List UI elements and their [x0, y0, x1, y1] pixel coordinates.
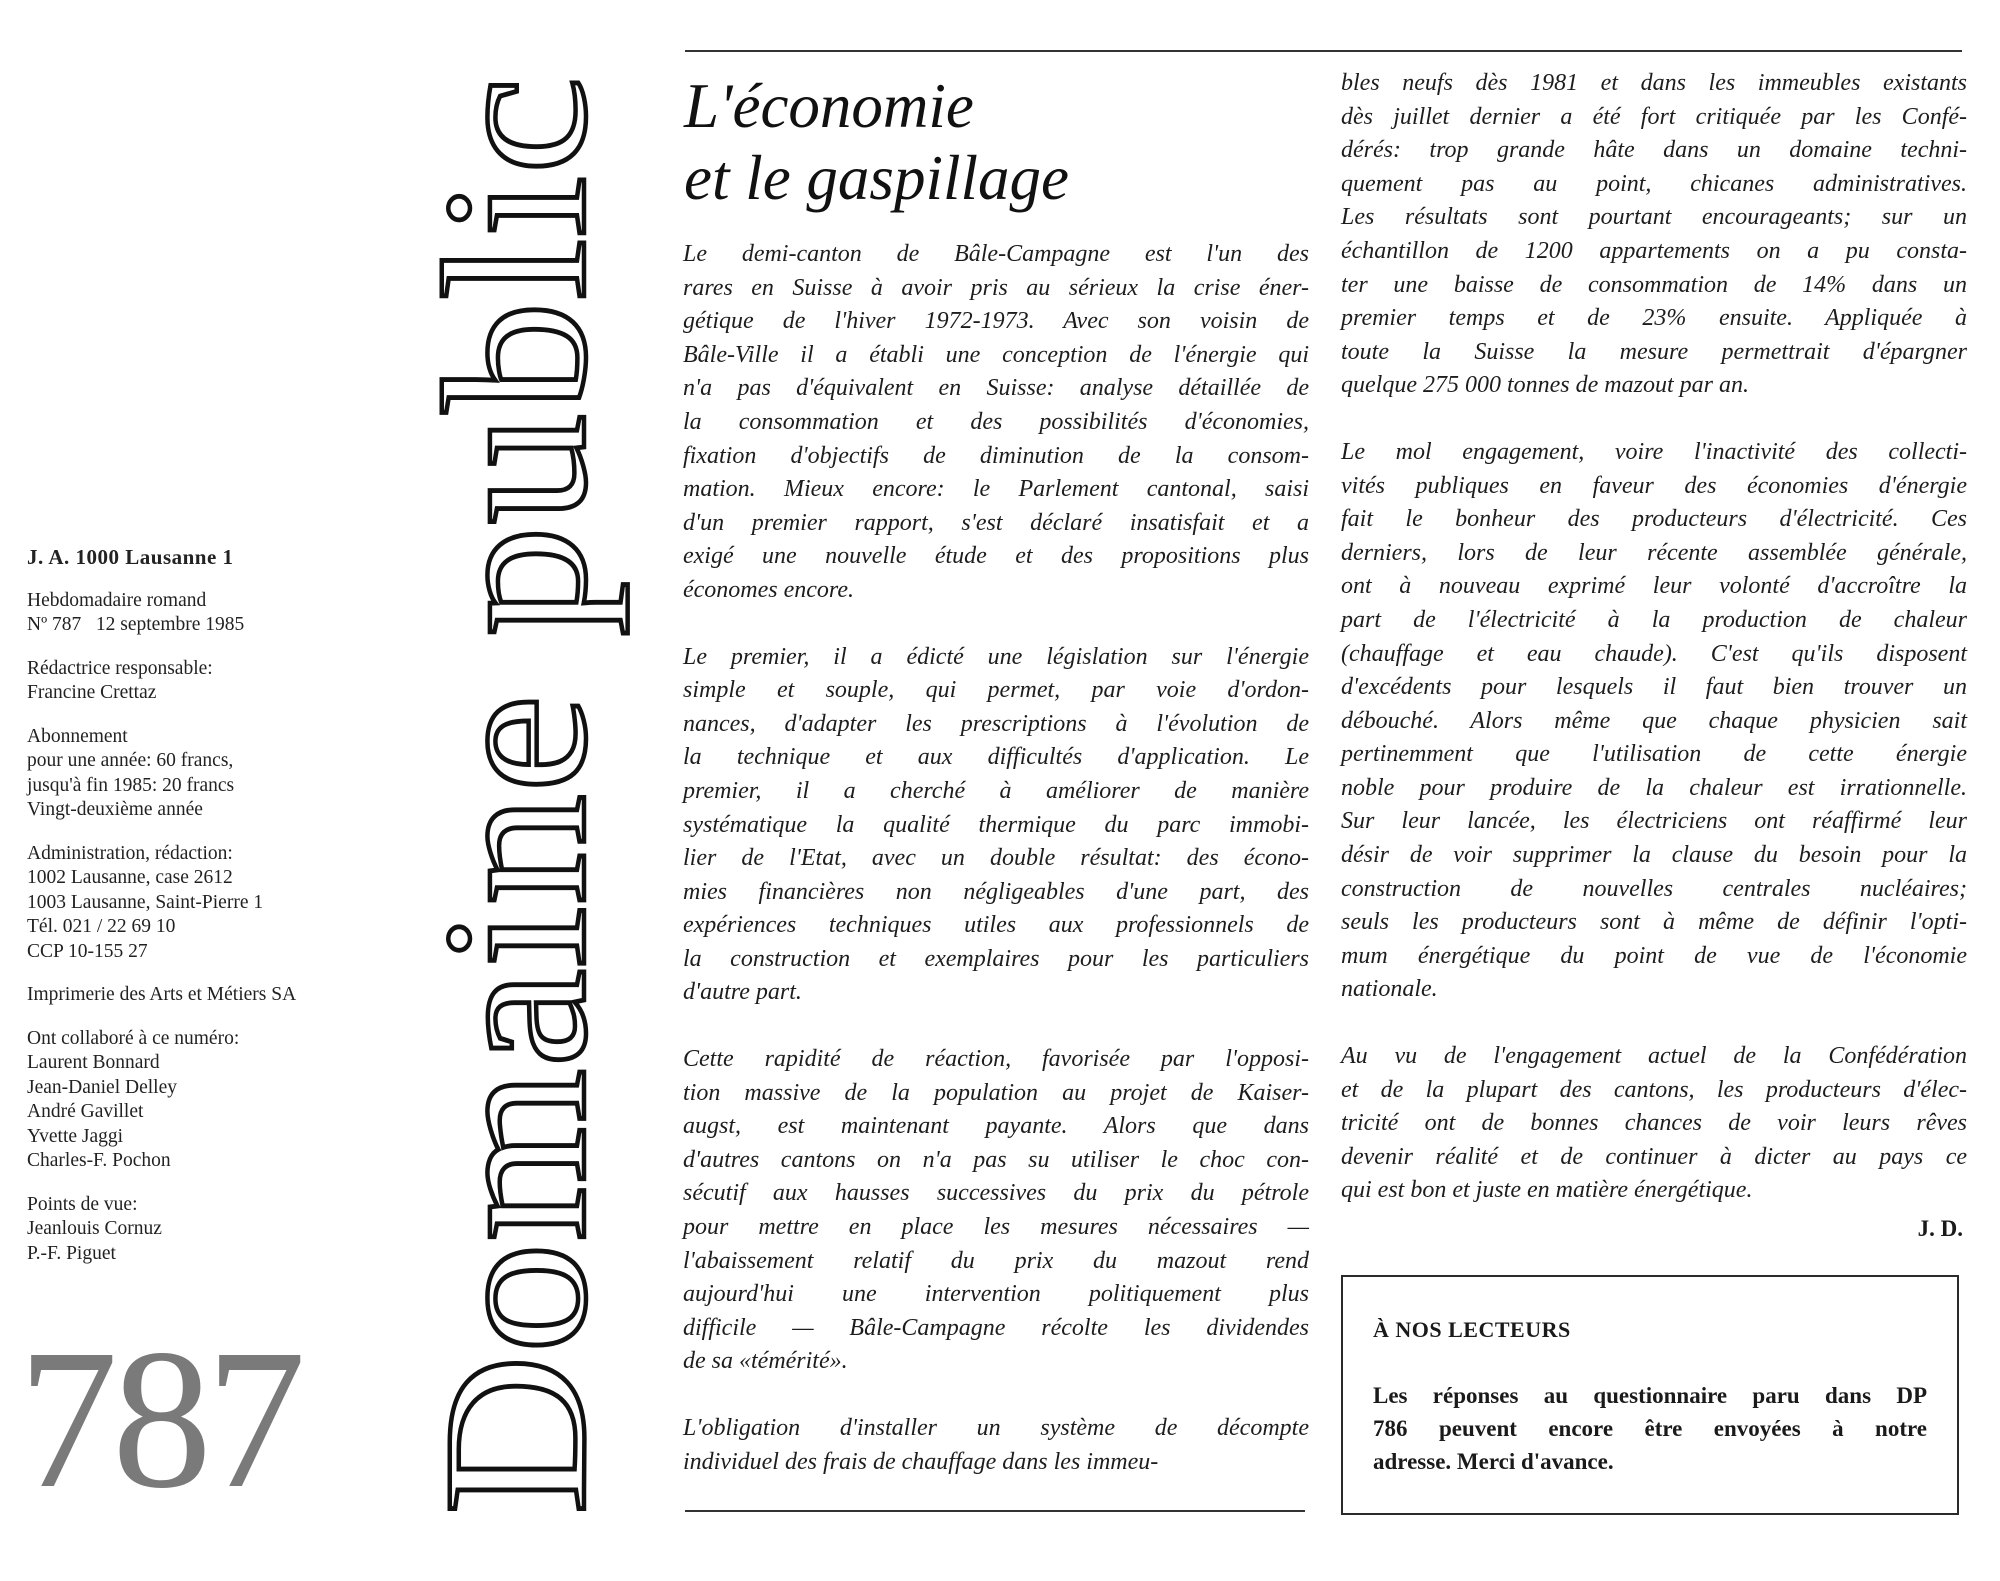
- text-line: de sa «témérité».: [683, 1348, 848, 1375]
- bottom-rule: [685, 1510, 1305, 1512]
- masthead-logo: [402, 50, 629, 1530]
- logo-svg: [402, 50, 629, 1530]
- text-line: pertinemment que l'utilisation de cette énergie: [1341, 741, 1967, 768]
- text-line: Le mol engagement, voire l'inactivité des collecti-: [1341, 438, 1967, 465]
- text-line: l'abaissement relatif du prix du mazout rend: [683, 1247, 1309, 1274]
- text-line: individuel des frais de chauffage dans les immeu-: [683, 1448, 1159, 1475]
- collaborators-line: Yvette Jaggi: [27, 1125, 124, 1147]
- administration-info: [27, 842, 427, 965]
- text-line: exigé une nouvelle étude et des propositions plus: [683, 543, 1309, 570]
- editor-label: Rédactrice responsable:: [27, 657, 213, 679]
- text-line: premier temps et de 23% ensuite. Appliquée à: [1341, 305, 1967, 332]
- subscription-line: Vingt-deuxième année: [27, 799, 203, 820]
- text-line: mation. Mieux encore: le Parlement cantonal, saisi: [683, 476, 1309, 503]
- text-line: nationale.: [1341, 976, 1438, 1003]
- text-line: simple et souple, qui permet, par voie d'ordon-: [683, 677, 1309, 704]
- masthead-info: [27, 545, 427, 1285]
- text-line: premier, il a cherché à améliorer de manière: [683, 777, 1309, 804]
- text-line: nances, d'adapter les prescriptions à l'évolution de: [683, 710, 1309, 737]
- text-line: Cette rapidité de réaction, favorisée par l'opposi-: [683, 1046, 1309, 1073]
- text-line: fait le bonheur des producteurs d'électricité. Ces: [1341, 506, 1967, 533]
- text-line: d'autres cantons on n'a pas su utiliser le choc con-: [683, 1146, 1309, 1173]
- text-line: dès juillet dernier a été fort critiquée par les Confé-: [1341, 103, 1967, 130]
- text-line: Le demi-canton de Bâle-Campagne est l'un des: [683, 241, 1309, 267]
- text-line: tion massive de la population au projet de Kaiser-: [683, 1079, 1309, 1106]
- collaborators-line: André Gavillet: [27, 1101, 144, 1122]
- article-paragraph: [683, 238, 1309, 608]
- article-column-2: [1341, 67, 1967, 1241]
- notice-line: adresse. Merci d'avance.: [1373, 1449, 1614, 1474]
- text-line: part de l'électricité à la production de chaleur: [1341, 606, 1967, 633]
- text-line: Les résultats sont pourtant encourageants; sur un: [1341, 204, 1967, 231]
- text-line: ont à nouveau exprimé leur volonté d'accroître la: [1341, 573, 1967, 600]
- text-line: devenir réalité et de continuer à dicter au pays ce: [1341, 1143, 1967, 1170]
- title-line: L'économie: [684, 71, 974, 141]
- text-line: la construction et exemplaires pour les particuliers: [683, 945, 1309, 972]
- text-line: échantillon de 1200 appartements on a pu consta-: [1341, 237, 1967, 264]
- issue-line: Nº 787 12 septembre 1985: [27, 614, 245, 635]
- text-line: désir de voir supprimer la clause du besoin pour la: [1341, 842, 1967, 869]
- text-line: construction de nouvelles centrales nucléaires;: [1341, 875, 1967, 902]
- text-line: L'obligation d'installer un système de décompte: [683, 1415, 1309, 1441]
- collaborators-line: Jean-Daniel Delley: [27, 1076, 177, 1098]
- text-line: qui est bon et juste en matière énergétique.: [1341, 1177, 1753, 1204]
- subscription-line: jusqu'à fin 1985: 20 francs: [27, 774, 235, 796]
- text-line: expériences techniques utiles aux professionnels de: [683, 912, 1309, 939]
- text-line: tricité ont de bonnes chances de voir leurs rêves: [1341, 1110, 1967, 1137]
- text-line: ter une baisse de consommation de 14% dans un: [1341, 271, 1967, 298]
- administration-line: 1003 Lausanne, Saint-Pierre 1: [27, 891, 264, 913]
- viewpoints-info: [27, 1193, 427, 1267]
- collaborators-line: Charles-F. Pochon: [27, 1150, 171, 1171]
- text-line: mum énergétique du point de vue de l'économie: [1341, 942, 1967, 969]
- viewpoints-line: Points de vue:: [27, 1193, 138, 1215]
- text-line: d'un premier rapport, s'est déclaré insatisfait et a: [683, 509, 1309, 536]
- text-line: toute la Suisse la mesure permettrait d'épargner: [1341, 338, 1967, 365]
- text-line: la technique et aux difficultés d'application. Le: [683, 744, 1309, 771]
- text-line: gétique de l'hiver 1972-1973. Avec son voisin de: [683, 308, 1309, 335]
- viewpoints-line: P.-F. Piguet: [27, 1242, 116, 1264]
- text-line: d'excédents pour lesquels il faut bien trouver un: [1341, 674, 1967, 701]
- text-line: (chauffage et eau chaude). C'est qu'ils disposent: [1341, 640, 1967, 667]
- text-line: pour mettre en place les mesures nécessaires —: [683, 1214, 1309, 1241]
- text-line: sécutif aux hausses successives du prix du pétrole: [683, 1180, 1309, 1207]
- editor-name: Francine Crettaz: [27, 682, 157, 703]
- article-column-1: [683, 238, 1309, 1512]
- text-line: noble pour produire de la chaleur est irrationnelle.: [1341, 774, 1967, 801]
- text-line: augst, est maintenant payante. Alors que dans: [683, 1113, 1309, 1140]
- text-line: débouché. Alors même que chaque physicien sait: [1341, 707, 1967, 734]
- text-line: lier de l'Etat, avec un double résultat: des écono-: [683, 845, 1309, 872]
- logo-text: Domaine public: [402, 185, 629, 1515]
- text-line: quelque 275 000 tonnes de mazout par an.: [1341, 372, 1749, 399]
- text-line: Au vu de l'engagement actuel de la Confédération: [1341, 1043, 1967, 1070]
- notice-line: 786 peuvent encore être envoyées à notre: [1373, 1416, 1927, 1441]
- postal-mark: J. A. 1000 Lausanne 1: [27, 545, 234, 569]
- text-line: dérés: trop grande hâte dans un domaine techni-: [1341, 137, 1967, 164]
- article-title: [684, 70, 1304, 214]
- title-line: et le gaspillage: [684, 143, 1069, 213]
- text-line: Le premier, il a édicté une législation sur l'énergie: [683, 643, 1309, 670]
- collaborators-line: Ont collaboré à ce numéro:: [27, 1027, 240, 1049]
- author-signature: J. D.: [1917, 1216, 1963, 1241]
- article-paragraph: [683, 1043, 1309, 1379]
- text-line: vités publiques en faveur des économies d'énergie: [1341, 472, 1967, 499]
- text-line: mies financières non négligeables d'une part, des: [683, 878, 1309, 905]
- editor-info: [27, 657, 427, 706]
- administration-line: Tél. 021 / 22 69 10: [27, 916, 176, 937]
- subscription-line: pour une année: 60 francs,: [27, 750, 234, 771]
- administration-line: Administration, rédaction:: [27, 842, 233, 864]
- article-paragraph: [683, 641, 1309, 1011]
- notice-line: Les réponses au questionnaire paru dans DP: [1373, 1383, 1927, 1408]
- publication-info: [27, 589, 427, 638]
- issue-number-large: 787: [18, 1309, 300, 1530]
- text-line: quement pas au point, chicanes administratives.: [1341, 170, 1967, 197]
- subscription-info: [27, 725, 427, 823]
- text-line: Sur leur lancée, les électriciens ont réaffirmé leur: [1341, 808, 1967, 835]
- text-line: bles neufs dès 1981 et dans les immeubles existants: [1341, 70, 1967, 96]
- article-paragraph: [1341, 436, 1967, 1007]
- notice-body: [1373, 1379, 1927, 1478]
- collaborators-line: Laurent Bonnard: [27, 1052, 160, 1073]
- top-rule: [685, 50, 1962, 52]
- text-line: aujourd'hui une intervention politiquement plus: [683, 1281, 1309, 1308]
- publication-frequency: Hebdomadaire romand: [27, 589, 207, 611]
- article-paragraph: [683, 1412, 1309, 1479]
- notice-heading: À NOS LECTEURS: [1373, 1317, 1571, 1342]
- administration-line: CCP 10-155 27: [27, 940, 148, 962]
- administration-line: 1002 Lausanne, case 2612: [27, 867, 233, 888]
- text-line: rares en Suisse à avoir pris au sérieux la crise éner-: [683, 274, 1309, 301]
- text-line: d'autre part.: [683, 979, 802, 1006]
- text-line: et de la plupart des cantons, les producteurs d'élec-: [1341, 1076, 1967, 1103]
- readers-notice-box: [1341, 1275, 1959, 1515]
- text-line: fixation d'objectifs de diminution de la consom-: [683, 442, 1309, 469]
- text-line: économes encore.: [683, 576, 855, 603]
- text-line: derniers, lors de leur récente assemblée générale,: [1341, 539, 1967, 566]
- printer-info: [27, 983, 427, 1008]
- article-paragraph: [1341, 67, 1967, 403]
- text-line: difficile — Bâle-Campagne récolte les dividendes: [683, 1314, 1309, 1341]
- text-line: n'a pas d'équivalent en Suisse: analyse détaillée de: [683, 375, 1309, 402]
- text-line: Bâle-Ville il a établi une conception de l'énergie qui: [683, 341, 1309, 368]
- printer-name: Imprimerie des Arts et Métiers SA: [27, 984, 297, 1005]
- subscription-line: Abonnement: [27, 725, 128, 747]
- text-line: systématique la qualité thermique du parc immobi-: [683, 811, 1309, 838]
- article-paragraph: [1341, 1040, 1967, 1208]
- collaborators-info: [27, 1027, 427, 1174]
- text-line: la consommation et des possibilités d'économies,: [683, 408, 1309, 435]
- viewpoints-line: Jeanlouis Cornuz: [27, 1218, 162, 1239]
- text-line: seuls les producteurs sont à même de définir l'opti-: [1341, 909, 1967, 936]
